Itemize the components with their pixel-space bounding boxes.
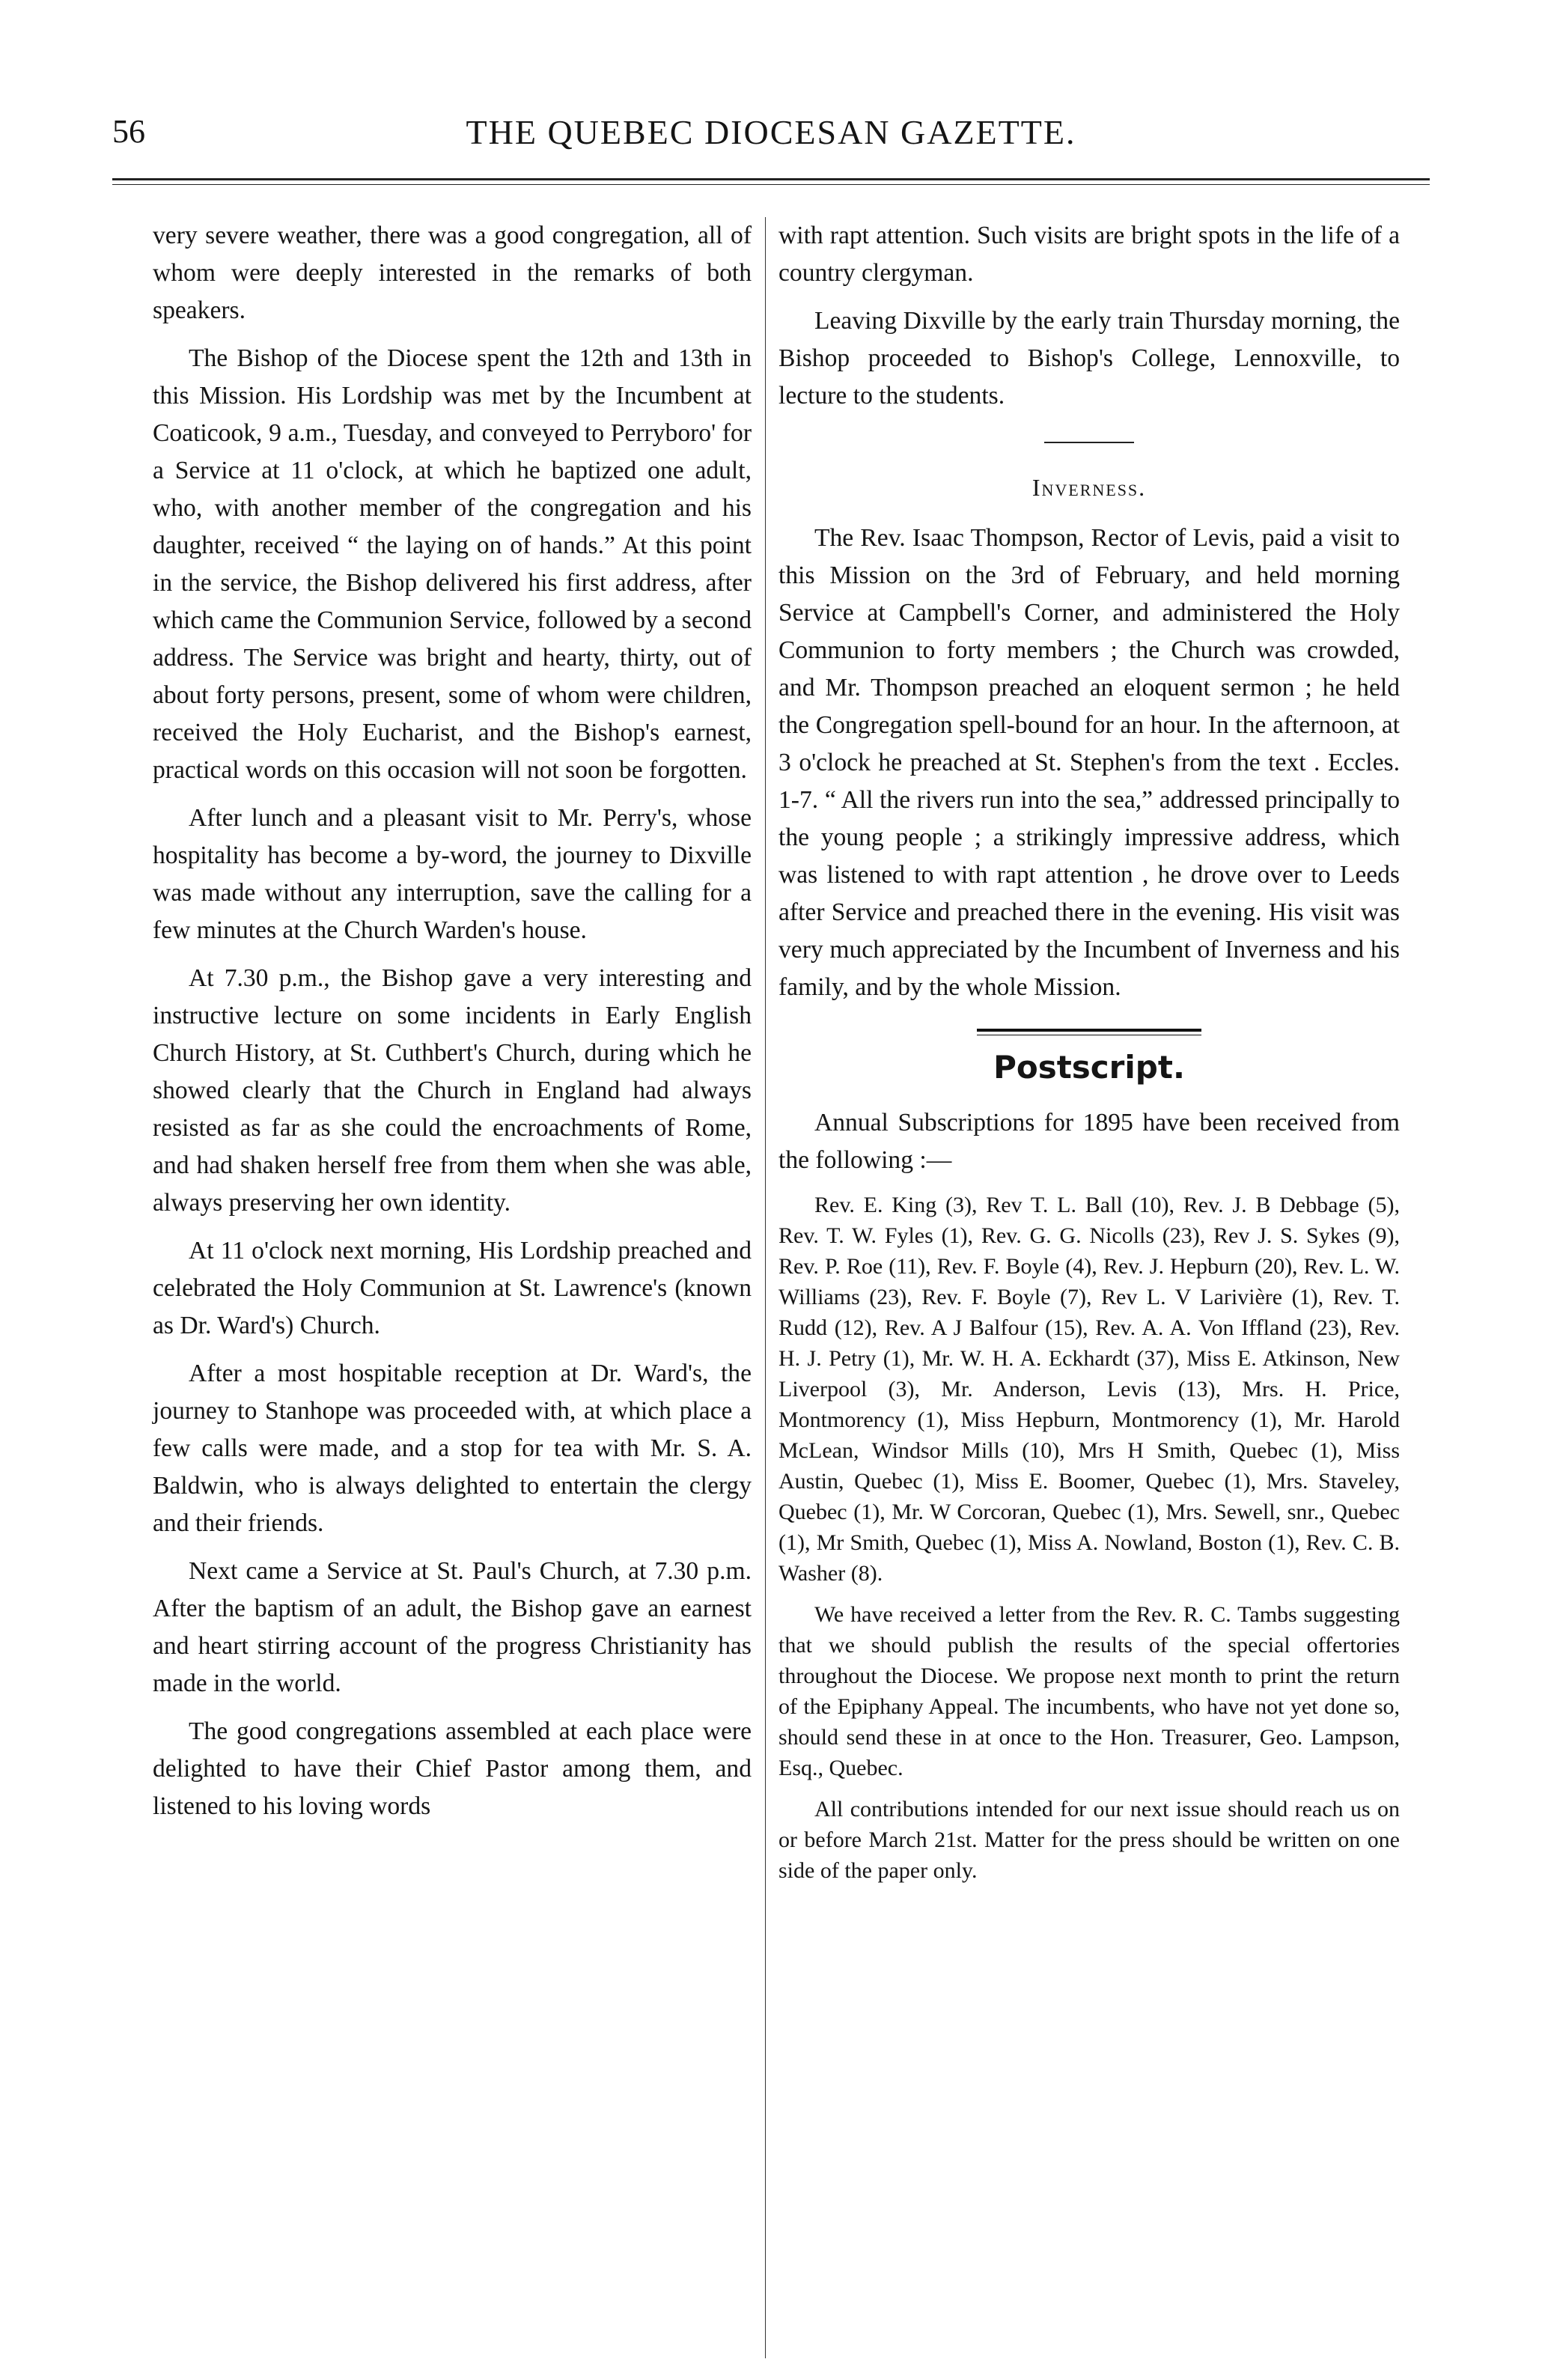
paragraph: Annual Subscriptions for 1895 have been received from the following :— (778, 1109, 1400, 1174)
paragraph: Leaving Dixville by the early train Thursday morning, the Bishop proceeded to Bishop's College, Lennoxville, to lecture to the students. (778, 307, 1400, 410)
paragraph: All contributions intended for our next issue should reach us on or before March 21st. Matter for the press should be written on one side of the paper only. (778, 1797, 1400, 1883)
section-rule (1044, 442, 1134, 443)
page-header (112, 112, 1430, 157)
column-divider (765, 217, 766, 2358)
paragraph: very severe weather, there was a good congregation, all of whom were deeply interested in the remarks of both speakers. (153, 222, 752, 324)
paragraph: The Rev. Isaac Thompson, Rector of Levis, paid a visit to this Mission on the 3rd of February, and held morning Service at Campbell's Corner, and administered the Holy Communion to forty members ; the Church was crowded, and Mr. Thompson preached an eloquent sermon ; he held the Congregation spell-bound for an hour. In the afternoon, at 3 o'clock he preached at St. Stephen's from the text . Eccles. 1-7. “ All the rivers run into the sea,” addressed principally to the young people ; a strikingly impressive address, which was listened to with rapt attention , he drove over to Leeds after Service and preached there in the evening. His visit was very much appreciated by the Incumbent of Inverness and his family, and by the whole Mission. (778, 524, 1400, 1001)
paragraph: with rapt attention. Such visits are bright spots in the life of a country clergyman. (778, 222, 1400, 287)
publication-title: THE QUEBEC DIOCESAN GAZETTE. (466, 113, 1076, 151)
header-rule-thin (112, 184, 1430, 185)
paragraph: Next came a Service at St. Paul's Church, at 7.30 p.m. After the baptism of an adult, the Bishop gave an earnest and heart stirring account of the progress Christianity has made in the world. (153, 1557, 752, 1697)
subscriber-list: Rev. E. King (3), Rev T. L. Ball (10), Rev. J. B Debbage (5), Rev. T. W. Fyles (1), Rev. G. G. Nicolls (23), Rev J. S. Sykes (9), Rev. P. Roe (11), Rev. F. Boyle (4), Rev. J. Hepburn (20), Rev. L. W. Williams (23), Rev. F. Boyle (7), Rev L. V Larivière (1), Rev. T. Rudd (12), Rev. A J Balfour (15), Rev. A. A. Von Iffland (23), Rev. H. J. Petry (1), Mr. W. H. A. Eckhardt (37), Miss E. Atkinson, New Liverpool (3), Mr. Anderson, Levis (13), Mrs. H. Price, Montmorency (1), Miss Hepburn, Montmorency (1), Mr. Harold McLean, Windsor Mills (10), Mrs H Smith, Quebec (1), Miss Austin, Quebec (1), Miss E. Boomer, Quebec (1), Mrs. Staveley, Quebec (1), Mr. W Corcoran, Quebec (1), Mrs. Sewell, snr., Quebec (1), Mr Smith, Quebec (1), Miss A. Nowland, Boston (1), Rev. C. B. Washer (8). (778, 1193, 1400, 1586)
paragraph: At 11 o'clock next morning, His Lordship preached and celebrated the Holy Communion at St. Lawrence's (known as Dr. Ward's) Church. (153, 1237, 752, 1339)
paragraph: After a most hospitable reception at Dr. Ward's, the journey to Stanhope was proceeded with, at which place a few calls were made, and a stop for tea with Mr. S. A. Baldwin, who is always delighted to entertain the clergy and their friends. (153, 1360, 752, 1537)
paragraph: After lunch and a pleasant visit to Mr. Perry's, whose hospitality has become a by-word, the journey to Dixville was made without any interruption, save the calling for a few minutes at the Church Warden's house. (153, 804, 752, 944)
left-column (153, 217, 752, 1836)
header-rule (112, 178, 1430, 180)
paragraph: At 7.30 p.m., the Bishop gave a very interesting and instructive lecture on some incidents in Early English Church History, at St. Cuthbert's Church, during which he showed clearly that the Church in England had always resisted as far as she could the encroachments of Rome, and had shaken herself free from them when she was able, always preserving her own identity. (153, 964, 752, 1217)
right-column (778, 217, 1400, 1896)
paragraph: The Bishop of the Diocese spent the 12th and 13th in this Mission. His Lordship was met by the Incumbent at Coaticook, 9 a.m., Tuesday, and conveyed to Perryboro' for a Service at 11 o'clock, at which he baptized one adult, who, with another member of the congregation and his daughter, received “ the laying on of hands.” At this point in the service, the Bishop delivered his first address, after which came the Communion Service, followed by a second address. The Service was bright and hearty, thirty, out of about forty persons, present, some of whom were children, received the Holy Eucharist, and the Bishop's earnest, practical words on this occasion will not soon be forgotten. (153, 344, 752, 784)
postscript-heading: Postscript. (993, 1049, 1185, 1086)
postscript-rule (977, 1029, 1201, 1032)
page-number: 56 (112, 113, 145, 150)
paragraph: The good congregations assembled at each place were delighted to have their Chief Pastor among them, and listened to his loving words (153, 1717, 752, 1820)
inverness-heading: Inverness. (1031, 474, 1147, 501)
paragraph: We have received a letter from the Rev. R. C. Tambs suggesting that we should publish the results of the special offertories throughout the Diocese. We propose next month to print the return of the Epiphany Appeal. The incumbents, who have not yet done so, should send these in at once to the Hon. Treasurer, Geo. Lampson, Esq., Quebec. (778, 1602, 1400, 1780)
